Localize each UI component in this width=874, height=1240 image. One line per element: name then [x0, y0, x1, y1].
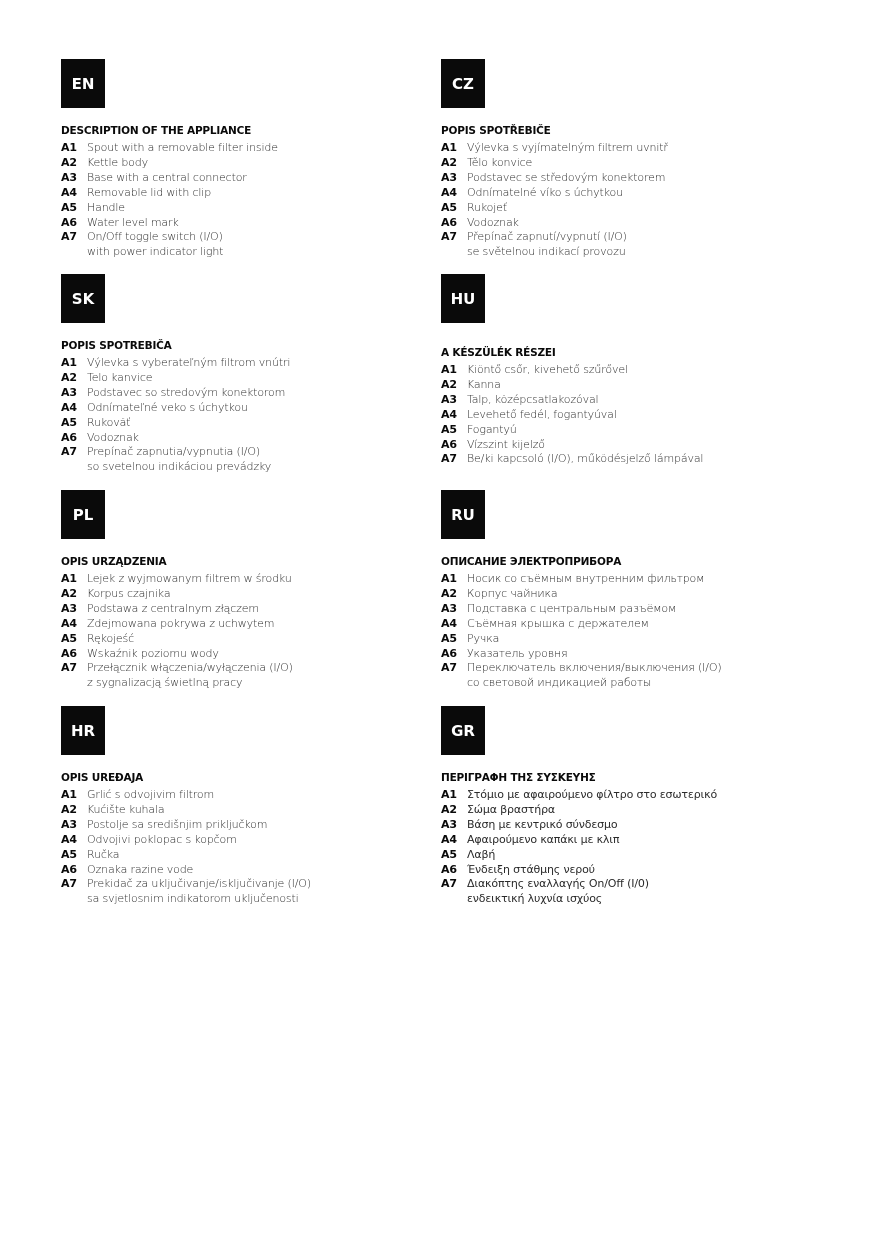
part-code: A5 [441, 847, 457, 861]
part-code: A1 [441, 363, 457, 376]
part-text: Kanna [467, 377, 501, 391]
part-code: A3 [61, 817, 77, 831]
list-item [441, 877, 841, 907]
section-ru [441, 490, 841, 691]
language-badge: CZ [441, 59, 485, 108]
part-text: Указатель уровня [467, 646, 568, 660]
list-item [61, 803, 461, 818]
part-text: Base with a central connector [87, 170, 247, 184]
part-text: Rękojeść [87, 631, 135, 645]
part-code: A4 [441, 832, 457, 846]
part-code: A6 [441, 646, 457, 660]
list-item [61, 848, 461, 863]
list-item [441, 602, 841, 617]
part-text: Talp, középcsatlakozóval [467, 392, 599, 406]
section-title: POPIS SPOTREBIČA [61, 340, 172, 352]
part-text: Βάση με κεντρικό σύνδεσμο [467, 817, 618, 831]
language-badge: HU [441, 274, 485, 323]
list-item [441, 617, 841, 632]
parts-list [441, 788, 841, 907]
part-code: A1 [61, 141, 77, 154]
part-code: A2 [441, 586, 457, 600]
part-code: A7 [441, 230, 457, 244]
section-sk [61, 274, 461, 475]
part-code: A3 [441, 170, 457, 184]
part-text: Kettle body [87, 155, 148, 169]
list-item [441, 587, 841, 602]
part-text: Výlevka s vyjímatelným filtrem uvnitř [467, 141, 668, 154]
part-text: Tělo konvice [467, 155, 533, 169]
parts-list [61, 572, 461, 691]
list-item [61, 445, 461, 475]
list-item [61, 863, 461, 878]
section-gr [441, 706, 841, 907]
list-item [61, 156, 461, 171]
parts-list [441, 363, 841, 467]
part-text: Zdejmowana pokrywa z uchwytem [87, 616, 275, 630]
part-code: A5 [441, 631, 457, 645]
part-text: Fogantyú [467, 422, 517, 436]
part-code: A2 [61, 802, 77, 816]
list-item [61, 617, 461, 632]
part-code: A6 [441, 215, 457, 229]
list-item [61, 386, 461, 401]
part-code: A6 [441, 437, 457, 451]
list-item [61, 401, 461, 416]
part-text: On/Off toggle switch (I/O) with power indicator light [87, 230, 224, 259]
part-text: Vodoznak [87, 430, 139, 444]
list-item [441, 408, 841, 423]
part-text: Prepínač zapnutia/vypnutia (I/O) so svetelnou indikáciou prevádzky [87, 445, 272, 474]
list-item [441, 863, 841, 878]
part-code: A7 [61, 661, 77, 675]
part-code: A5 [61, 200, 77, 214]
part-text: Odvojivi poklopac s kopčom [87, 832, 237, 846]
part-text: Корпус чайника [467, 586, 558, 600]
part-code: A7 [441, 661, 457, 675]
list-item [441, 141, 841, 156]
part-code: A4 [441, 616, 457, 630]
part-code: A7 [61, 230, 77, 244]
list-item [61, 647, 461, 662]
part-code: A7 [61, 445, 77, 459]
part-text: Lejek z wyjmowanym filtrem w środku [87, 572, 292, 585]
list-item [61, 431, 461, 446]
list-item [441, 216, 841, 231]
section-title: OPIS URZĄDZENIA [61, 556, 167, 568]
part-text: Αφαιρούμενο καπάκι με κλιπ [467, 832, 620, 846]
list-item [61, 171, 461, 186]
part-text: Telo kanvice [87, 370, 153, 384]
part-code: A7 [441, 452, 457, 466]
part-code: A3 [61, 170, 77, 184]
part-code: A4 [441, 407, 457, 421]
part-text: Ручка [467, 631, 500, 645]
list-item [441, 818, 841, 833]
part-code: A5 [61, 847, 77, 861]
part-code: A6 [61, 215, 77, 229]
part-code: A6 [61, 646, 77, 660]
language-badge: HR [61, 706, 105, 755]
section-hr [61, 706, 461, 907]
list-item [61, 602, 461, 617]
part-code: A3 [441, 817, 457, 831]
part-text: Подставка с центральным разъёмом [467, 601, 677, 615]
parts-list [441, 141, 841, 260]
list-item [61, 201, 461, 216]
list-item [441, 201, 841, 216]
part-text: Removable lid with clip [87, 185, 212, 199]
list-item [441, 788, 841, 803]
part-text: Be/ki kapcsoló (I/O), működésjelző lámpával [467, 452, 704, 466]
parts-list [61, 788, 461, 907]
part-text: Przełącznik włączenia/wyłączenia (I/O) z sygnalizacją świetlną pracy [87, 661, 293, 690]
part-code: A1 [441, 788, 457, 801]
list-item [61, 877, 461, 907]
part-code: A3 [61, 385, 77, 399]
part-text: Oznaka razine vode [87, 862, 194, 876]
part-text: Vodoznak [467, 215, 519, 229]
list-item [441, 848, 841, 863]
part-text: Ένδειξη στάθμης νερού [467, 862, 595, 876]
part-code: A3 [441, 392, 457, 406]
part-code: A2 [441, 155, 457, 169]
part-code: A5 [441, 200, 457, 214]
part-code: A3 [61, 601, 77, 615]
part-text: Σώμα βραστήρα [467, 802, 556, 816]
list-item [441, 833, 841, 848]
language-badge: GR [441, 706, 485, 755]
language-badge: RU [441, 490, 485, 539]
list-item [441, 438, 841, 453]
language-badge: EN [61, 59, 105, 108]
list-item [441, 363, 841, 378]
list-item [441, 156, 841, 171]
parts-list [441, 572, 841, 691]
part-text: Λαβή [467, 847, 496, 861]
list-item [441, 647, 841, 662]
part-text: Vízszint kijelző [467, 437, 545, 451]
part-code: A4 [441, 185, 457, 199]
part-code: A1 [61, 356, 77, 369]
section-pl [61, 490, 461, 691]
part-text: Διακόπτης εναλλαγής On/Off (I/0) ενδεικτική λυχνία ισχύος [467, 877, 649, 906]
part-code: A2 [441, 377, 457, 391]
language-badge: SK [61, 274, 105, 323]
list-item [441, 171, 841, 186]
part-text: Ručka [87, 847, 120, 861]
part-code: A4 [61, 400, 77, 414]
part-text: Water level mark [87, 215, 179, 229]
part-text: Podstavec se středovým konektorem [467, 170, 666, 184]
part-code: A7 [61, 877, 77, 891]
part-code: A5 [441, 422, 457, 436]
list-item [61, 587, 461, 602]
part-text: Στόμιο με αφαιρούμενο φίλτρο στο εσωτερικό [467, 788, 718, 801]
part-text: Podstawa z centralnym złączem [87, 601, 259, 615]
list-item [61, 788, 461, 803]
part-text: Handle [87, 200, 125, 214]
part-text: Съёмная крышка с держателем [467, 616, 649, 630]
part-text: Levehető fedél, fogantyúval [467, 407, 617, 421]
part-code: A3 [441, 601, 457, 615]
list-item [61, 632, 461, 647]
list-item [61, 216, 461, 231]
list-item [441, 230, 841, 260]
part-text: Spout with a removable filter inside [87, 141, 278, 154]
list-item [61, 416, 461, 431]
part-text: Rukoväť [87, 415, 131, 429]
part-code: A6 [61, 430, 77, 444]
section-cz [441, 59, 841, 260]
part-code: A4 [61, 616, 77, 630]
part-text: Rukojeť [467, 200, 507, 214]
section-hu [441, 274, 841, 467]
list-item [441, 423, 841, 438]
part-text: Носик со съёмным внутренним фильтром [467, 572, 705, 585]
list-item [441, 452, 841, 467]
list-item [441, 572, 841, 587]
part-text: Grlić s odvojivim filtrom [87, 788, 215, 801]
part-code: A5 [61, 415, 77, 429]
section-title: A KÉSZÜLÉK RÉSZEI [441, 347, 556, 359]
part-code: A2 [61, 155, 77, 169]
part-text: Prekidač za uključivanje/isključivanje (I/O) sa svjetlosnim indikatorom uključenosti [87, 877, 311, 906]
part-code: A6 [61, 862, 77, 876]
list-item [441, 378, 841, 393]
list-item [61, 230, 461, 260]
part-text: Postolje sa središnjim priključkom [87, 817, 268, 831]
list-item [441, 632, 841, 647]
list-item [441, 803, 841, 818]
part-code: A2 [441, 802, 457, 816]
list-item [61, 371, 461, 386]
part-text: Odnímateľné veko s úchytkou [87, 400, 248, 414]
section-title: POPIS SPOTŘEBIČE [441, 125, 551, 137]
part-text: Wskaźnik poziomu wody [87, 646, 219, 660]
part-text: Korpus czajnika [87, 586, 171, 600]
part-code: A1 [61, 788, 77, 801]
parts-list [61, 356, 461, 475]
part-text: Переключатель включения/выключения (I/O) со световой индикацией работы [467, 661, 722, 690]
section-title: ΠΕΡΙΓΡΑΦΗ ΤΗΣ ΣΥΣΚΕΥΗΣ [441, 772, 596, 784]
list-item [61, 818, 461, 833]
part-text: Podstavec so stredovým konektorom [87, 385, 286, 399]
list-item [441, 393, 841, 408]
section-title: DESCRIPTION OF THE APPLIANCE [61, 125, 252, 137]
part-code: A6 [441, 862, 457, 876]
section-title: OPIS UREĐAJA [61, 772, 144, 784]
part-code: A5 [61, 631, 77, 645]
part-code: A4 [61, 185, 77, 199]
section-en [61, 59, 461, 260]
part-text: Přepínač zapnutí/vypnutí (I/O) se světelnou indikací provozu [467, 230, 627, 259]
list-item [441, 186, 841, 201]
part-text: Kiöntő csőr, kivehető szűrővel [467, 363, 628, 376]
part-code: A7 [441, 877, 457, 891]
list-item [61, 572, 461, 587]
list-item [61, 833, 461, 848]
part-code: A2 [61, 586, 77, 600]
list-item [61, 141, 461, 156]
list-item [61, 186, 461, 201]
parts-list [61, 141, 461, 260]
part-text: Výlevka s vyberateľným filtrom vnútri [87, 356, 291, 369]
part-text: Odnímatelné víko s úchytkou [467, 185, 623, 199]
part-text: Kućište kuhala [87, 802, 165, 816]
part-code: A1 [441, 141, 457, 154]
part-code: A1 [61, 572, 77, 585]
section-title: ОПИСАНИЕ ЭЛЕКТРОПРИБОРА [441, 556, 622, 568]
list-item [61, 661, 461, 691]
list-item [441, 661, 841, 691]
part-code: A1 [441, 572, 457, 585]
part-code: A2 [61, 370, 77, 384]
language-badge: PL [61, 490, 105, 539]
list-item [61, 356, 461, 371]
part-code: A4 [61, 832, 77, 846]
